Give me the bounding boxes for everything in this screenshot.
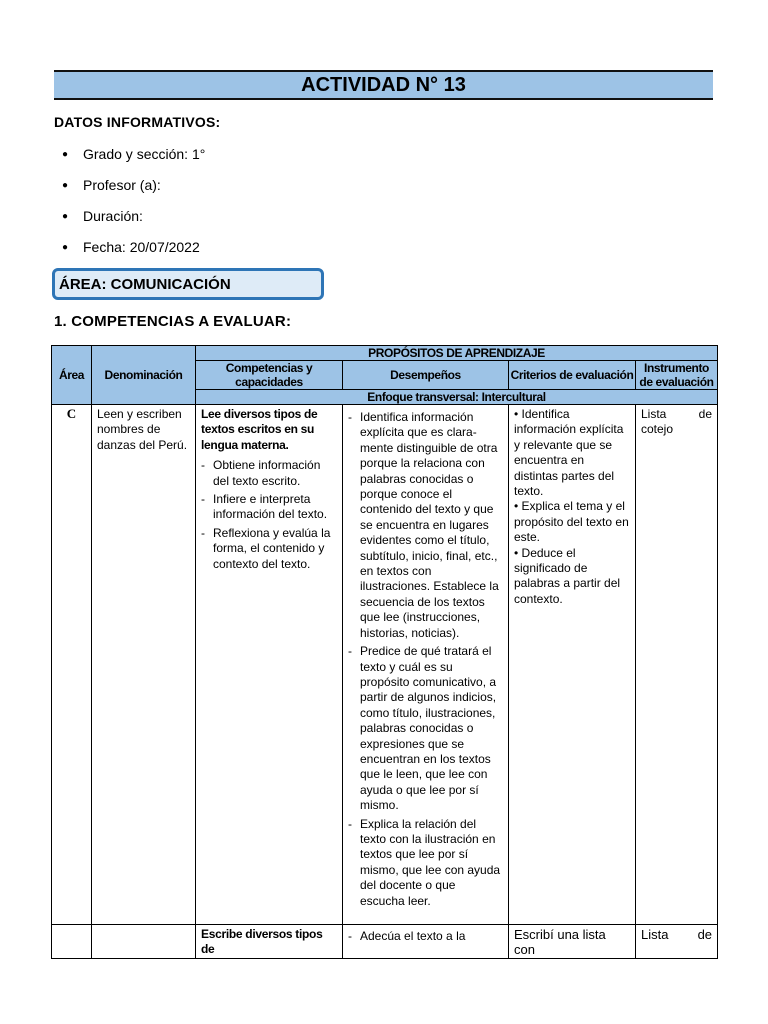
list-item: - Adecúa el texto a la bbox=[348, 929, 466, 943]
area-label-box: ÁREA: COMUNICACIÓN bbox=[52, 268, 324, 300]
criterios-cell bbox=[509, 405, 636, 925]
header-desempenos: Desempeños bbox=[343, 361, 509, 390]
desempenos-cell bbox=[343, 925, 509, 959]
bullet-icon: ● bbox=[62, 242, 69, 253]
list-item: - Identifica información explícita que es clara-mente distinguible de otra porque la relaciona con palabras conocidas o porque conoce el contenido del texto y que se encuentra en lugares evidentes como el título, subtítulo, inicio, final, etc., en textos con ilustraciones. Establece la secuencia de los textos que lee (instrucciones, historias, noticias). bbox=[348, 410, 499, 640]
instrumento-line: Lista de bbox=[641, 407, 713, 421]
list-item: - Infiere e interpreta información del texto. bbox=[201, 492, 328, 522]
desempenos-list bbox=[348, 410, 503, 909]
instrumento-line: cotejo bbox=[641, 422, 674, 437]
info-list bbox=[62, 146, 205, 270]
bullet-icon: ● bbox=[62, 180, 69, 191]
list-item: - Explica la relación del texto con la ilustración en textos que lee por sí mismo, que lee con ayuda del docente o que escucha leer. bbox=[348, 816, 501, 908]
activity-title: ACTIVIDAD N° 13 bbox=[54, 70, 713, 100]
info-item-duracion: ● Duración: bbox=[62, 208, 143, 224]
list-item: - Reflexiona y evalúa la forma, el contenido y contexto del texto. bbox=[201, 525, 331, 571]
instrumento-line: Lista de bbox=[641, 927, 713, 942]
datos-heading: DATOS INFORMATIVOS: bbox=[54, 114, 221, 130]
header-instrumento: Instrumento de evaluación bbox=[636, 361, 718, 390]
competencias-table bbox=[51, 345, 718, 959]
table-row bbox=[52, 925, 718, 959]
criterio-item: • Deduce el significado de palabras a partir del contexto. bbox=[514, 545, 621, 606]
header-area: Área bbox=[52, 346, 92, 405]
competencia-title: Lee diversos tipos de textos escritos en su lengua materna. bbox=[201, 407, 318, 452]
desempenos-cell bbox=[343, 405, 509, 925]
denominacion-cell bbox=[92, 925, 196, 959]
table-row bbox=[52, 405, 718, 925]
criterios-cell: Escribí una lista con bbox=[509, 925, 636, 959]
instrumento-cell bbox=[636, 925, 718, 959]
instrumento-cell bbox=[636, 405, 718, 925]
criterio-item: • Explica el tema y el propósito del texto en este. bbox=[514, 499, 629, 545]
denominacion-cell: Leen y escriben nombres de danzas del Perú. bbox=[92, 405, 196, 925]
list-item: - Predice de qué tratará el texto y cuál es su propósito comunicativo, a partir de algunos indicios, como título, ilustraciones, palabras conocidas o expresiones que se encuentran en los textos que le leen, que lee con ayuda o que lee por sí mismo. bbox=[348, 644, 497, 813]
competencias-cell: Escribe diversos tipos de bbox=[196, 925, 343, 959]
list-item: - Obtiene información del texto escrito. bbox=[201, 458, 321, 488]
section-title: 1. COMPETENCIAS A EVALUAR: bbox=[54, 313, 292, 330]
competencias-cell bbox=[196, 405, 343, 925]
criterio-item: • Identifica información explícita y relevante que se encuentra en distintas partes del texto. bbox=[514, 407, 624, 499]
header-criterios: Criterios de evaluación bbox=[509, 361, 636, 390]
info-item-grado: ● Grado y sección: 1° bbox=[62, 146, 206, 162]
capacidades-list bbox=[201, 458, 337, 572]
info-item-profesor: ● Profesor (a): bbox=[62, 177, 161, 193]
bullet-icon: ● bbox=[62, 211, 69, 222]
header-propositos: PROPÓSITOS DE APRENDIZAJE bbox=[196, 346, 718, 361]
info-item-fecha: ● Fecha: 20/07/2022 bbox=[62, 239, 200, 255]
header-denominacion: Denominación bbox=[92, 346, 196, 405]
bullet-icon: ● bbox=[62, 149, 69, 160]
header-enfoque: Enfoque transversal: Intercultural bbox=[196, 390, 718, 405]
area-cell bbox=[52, 925, 92, 959]
header-competencias: Competencias y capacidades bbox=[196, 361, 343, 390]
area-cell: C bbox=[52, 405, 92, 925]
